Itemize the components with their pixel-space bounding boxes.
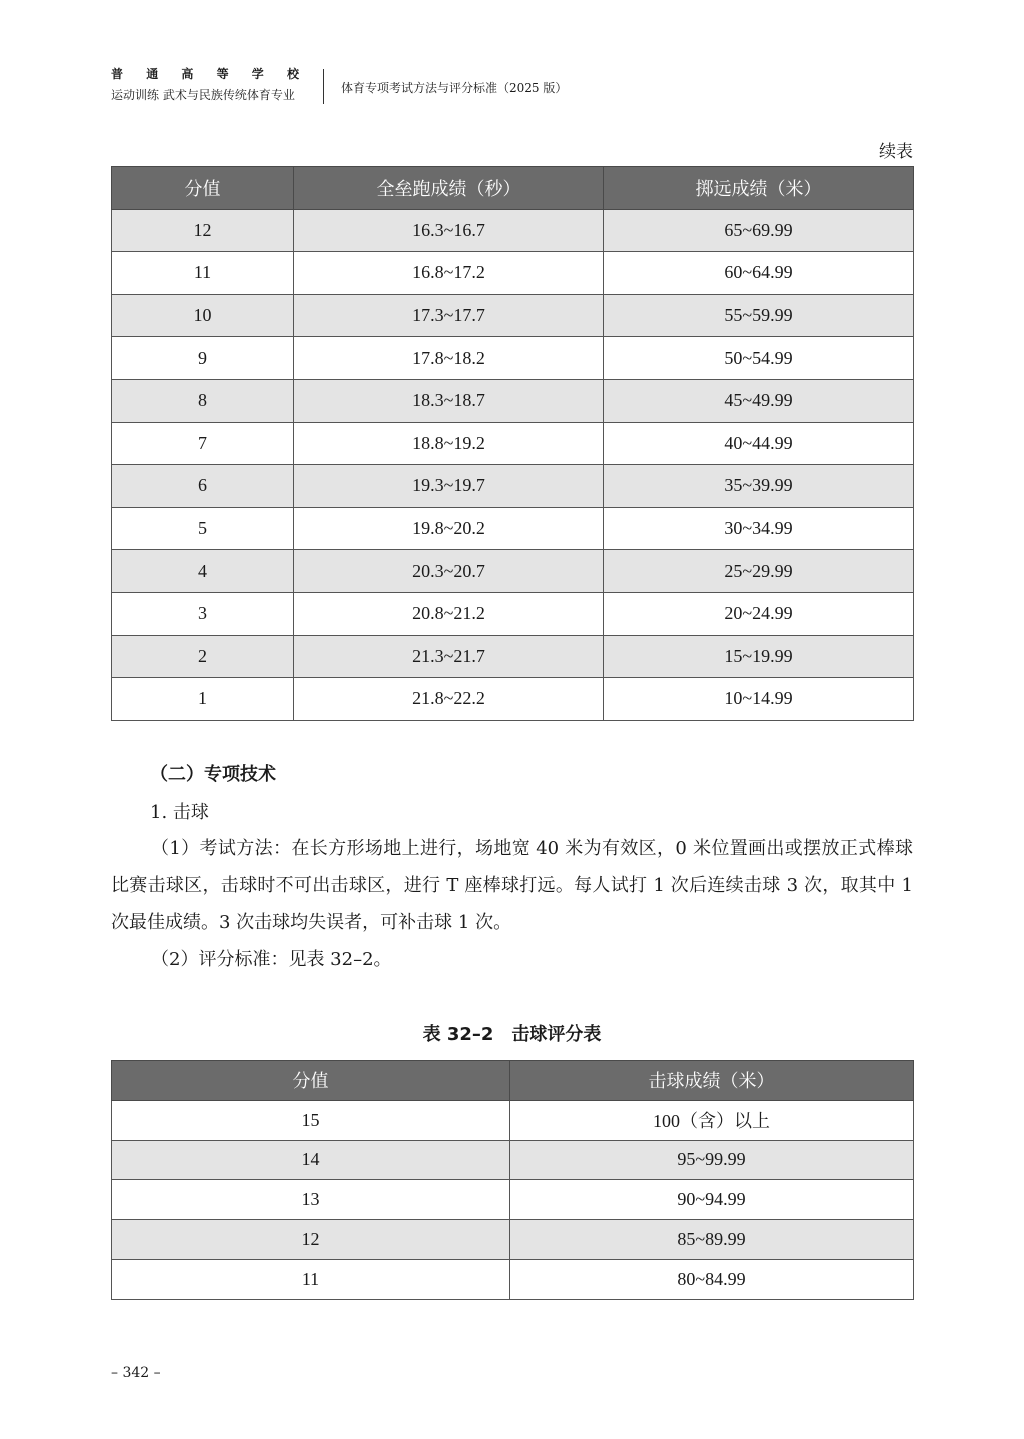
batting-cell: 100（含）以上 [510, 1100, 914, 1140]
major-name: 运动训练 武术与民族传统体育专业 [111, 88, 295, 102]
running-cell: 16.8~17.2 [294, 252, 604, 295]
book-title: 体育专项考试方法与评分标准（2025 版） [341, 81, 568, 95]
throwing-cell: 10~14.99 [604, 678, 914, 721]
table-row [112, 337, 914, 380]
page-number: – 342 – [111, 1365, 161, 1381]
running-cell: 21.3~21.7 [294, 635, 604, 678]
table-row [112, 209, 914, 252]
column-header-score: 分值 [112, 1061, 510, 1101]
score-cell: 9 [112, 337, 294, 380]
score-cell: 8 [112, 379, 294, 422]
throwing-cell: 60~64.99 [604, 252, 914, 295]
item-heading: 1. 击球 [150, 802, 209, 823]
batting-cell: 95~99.99 [510, 1140, 914, 1180]
batting-cell: 80~84.99 [510, 1259, 914, 1299]
running-cell: 16.3~16.7 [294, 209, 604, 252]
throwing-cell: 65~69.99 [604, 209, 914, 252]
table-row [112, 294, 914, 337]
school-char: 校 [286, 67, 299, 81]
score-cell: 5 [112, 507, 294, 550]
running-cell: 17.8~18.2 [294, 337, 604, 380]
table-row [112, 550, 914, 593]
batting-cell: 85~89.99 [510, 1220, 914, 1260]
column-header-batting: 击球成绩（米） [510, 1061, 914, 1101]
continued-label: 续表 [879, 142, 913, 162]
school-char: 等 [216, 67, 229, 81]
score-cell: 4 [112, 550, 294, 593]
throwing-cell: 30~34.99 [604, 507, 914, 550]
running-cell: 18.3~18.7 [294, 379, 604, 422]
section-heading: （二）专项技术 [150, 764, 276, 785]
test-method-paragraph: （1）考试方法：在长方形场地上进行，场地宽 40 米为有效区，0 米位置画出或摆放正式棒球比赛击球区，击球时不可出击球区，进行 T 座棒球打远。每人试打 1 次后连续击球 3 次，取其中 1 次最佳成绩。3 次击球均失误者，可补击球 1 次。 [111, 838, 913, 933]
running-cell: 17.3~17.7 [294, 294, 604, 337]
table-header-row [112, 167, 914, 210]
score-cell: 10 [112, 294, 294, 337]
throwing-cell: 45~49.99 [604, 379, 914, 422]
table-row [112, 422, 914, 465]
score-cell: 11 [112, 252, 294, 295]
score-table-batting [111, 1060, 914, 1300]
running-cell: 20.3~20.7 [294, 550, 604, 593]
school-name [111, 66, 299, 82]
running-cell: 19.8~20.2 [294, 507, 604, 550]
throwing-cell: 40~44.99 [604, 422, 914, 465]
running-cell: 20.8~21.2 [294, 592, 604, 635]
table-row [112, 1180, 914, 1220]
throwing-cell: 55~59.99 [604, 294, 914, 337]
scoring-standard-paragraph: （2）评分标准：见表 32–2。 [151, 949, 392, 970]
table-row [112, 592, 914, 635]
table-row [112, 379, 914, 422]
school-char: 学 [251, 67, 264, 81]
score-cell: 12 [112, 1220, 510, 1260]
table-row [112, 678, 914, 721]
column-header-throwing: 掷远成绩（米） [604, 167, 914, 210]
header-left [111, 66, 311, 103]
table-row [112, 635, 914, 678]
score-cell: 12 [112, 209, 294, 252]
score-cell: 1 [112, 678, 294, 721]
table-caption: 表 32–2 击球评分表 [422, 1024, 602, 1045]
running-cell: 19.3~19.7 [294, 465, 604, 508]
running-cell: 18.8~19.2 [294, 422, 604, 465]
school-char: 普 [111, 67, 124, 81]
school-char: 高 [181, 67, 194, 81]
running-cell: 21.8~22.2 [294, 678, 604, 721]
score-cell: 7 [112, 422, 294, 465]
header-divider [323, 69, 324, 104]
table-row [112, 507, 914, 550]
table-row [112, 1100, 914, 1140]
table-row [112, 252, 914, 295]
score-cell: 6 [112, 465, 294, 508]
score-cell: 14 [112, 1140, 510, 1180]
batting-cell: 90~94.99 [510, 1180, 914, 1220]
score-cell: 15 [112, 1100, 510, 1140]
score-table-running-throwing [111, 166, 914, 721]
table-header-row [112, 1061, 914, 1101]
score-cell: 3 [112, 592, 294, 635]
throwing-cell: 15~19.99 [604, 635, 914, 678]
table-row [112, 465, 914, 508]
column-header-running: 全垒跑成绩（秒） [294, 167, 604, 210]
table-row [112, 1220, 914, 1260]
throwing-cell: 50~54.99 [604, 337, 914, 380]
score-cell: 11 [112, 1259, 510, 1299]
throwing-cell: 25~29.99 [604, 550, 914, 593]
column-header-score: 分值 [112, 167, 294, 210]
throwing-cell: 35~39.99 [604, 465, 914, 508]
table-row [112, 1140, 914, 1180]
school-char: 通 [146, 67, 159, 81]
score-cell: 13 [112, 1180, 510, 1220]
table-row [112, 1259, 914, 1299]
score-cell: 2 [112, 635, 294, 678]
throwing-cell: 20~24.99 [604, 592, 914, 635]
